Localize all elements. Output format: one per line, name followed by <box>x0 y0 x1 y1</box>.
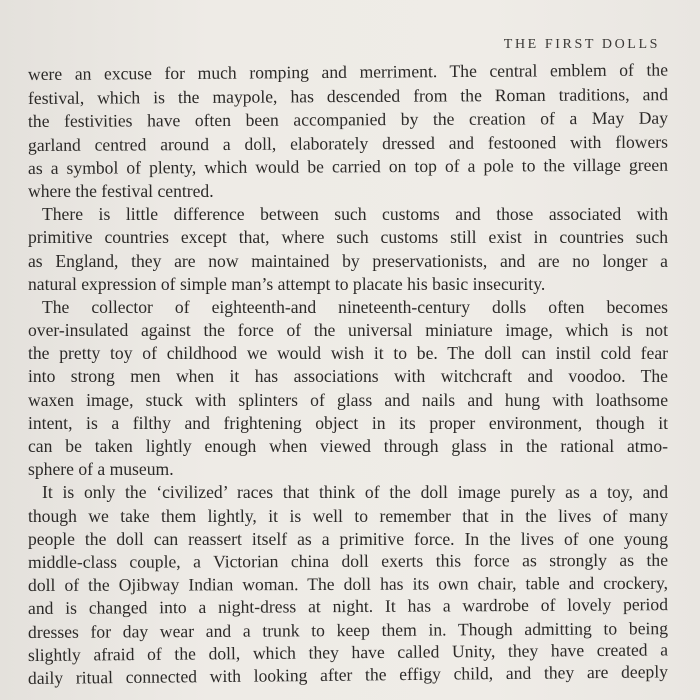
paragraph-1 <box>27 59 669 203</box>
text-line: can be taken lightly enough when viewed through glass in the rational atmo- <box>28 436 668 456</box>
text-line: over-insulated against the force of the universal miniature image, which is not <box>28 320 668 341</box>
text-line: primitive countries except that, where such customs still exist in countries such <box>28 227 668 248</box>
text-line: and is changed into a night-dress at night. It has a wardrobe of lovely period <box>27 594 669 619</box>
text-line: were an excuse for much romping and merriment. The central emblem of the <box>27 59 669 84</box>
text-line: though we take them lightly, it is well to remember that in the lives of many <box>28 505 668 526</box>
text-line: intent, is a filthy and frightening object in its proper environment, though it <box>28 412 668 433</box>
paragraph-2 <box>28 203 668 296</box>
text-line: the pretty toy of childhood we would wish it to be. The doll can instil cold fear <box>28 343 668 364</box>
text-line: The collector of eighteenth-and nineteenth-century dolls often becomes <box>42 296 668 317</box>
text-line: It is only the ‘civilized’ races that think of the doll image purely as a toy, and <box>42 482 668 503</box>
body-text <box>27 59 669 690</box>
text-line: There is little difference between such customs and those associated with <box>42 204 668 225</box>
text-line: the festivities have often been accompanied by the creation of a May Day <box>27 108 669 132</box>
text-line: daily ritual connected with looking after the effigy child, and they are deeply <box>27 661 669 688</box>
running-head: THE FIRST DOLLS <box>503 37 660 52</box>
text-line: natural expression of simple man’s attempt to placate his basic insecurity. <box>28 273 546 294</box>
text-line: doll of the Ojibway Indian woman. The doll has its own chair, table and crockery, <box>27 572 669 596</box>
paragraph-3 <box>28 296 668 482</box>
text-line: garland centred around a doll, elaborately dressed and festooned with flowers <box>27 131 669 155</box>
text-line: where the festival centred. <box>28 180 214 201</box>
text-line: as a symbol of plenty, which would be carried on top of a pole to the village green <box>27 154 669 178</box>
text-line: waxen image, stuck with splinters of glass and nails and hung with loathsome <box>28 389 668 410</box>
text-line: dresses for day wear and a trunk to keep them in. Though admitting to being <box>27 617 669 642</box>
text-line: sphere of a museum. <box>28 459 174 480</box>
text-line: people the doll can reassert itself as a primitive force. In the lives of one young <box>28 528 668 549</box>
text-line: middle-class couple, a Victorian china doll exerts this force as strongly as the <box>27 549 669 572</box>
text-line: into strong men when it has associations with witchcraft and voodoo. The <box>28 366 668 387</box>
text-line: as England, they are now maintained by preservationists, and are no longer a <box>28 250 668 271</box>
text-line: slightly afraid of the doll, which they have called Unity, they have created a <box>27 639 669 665</box>
text-line: festival, which is the maypole, has descended from the Roman traditions, and <box>27 84 669 109</box>
paragraph-4 <box>28 481 668 690</box>
